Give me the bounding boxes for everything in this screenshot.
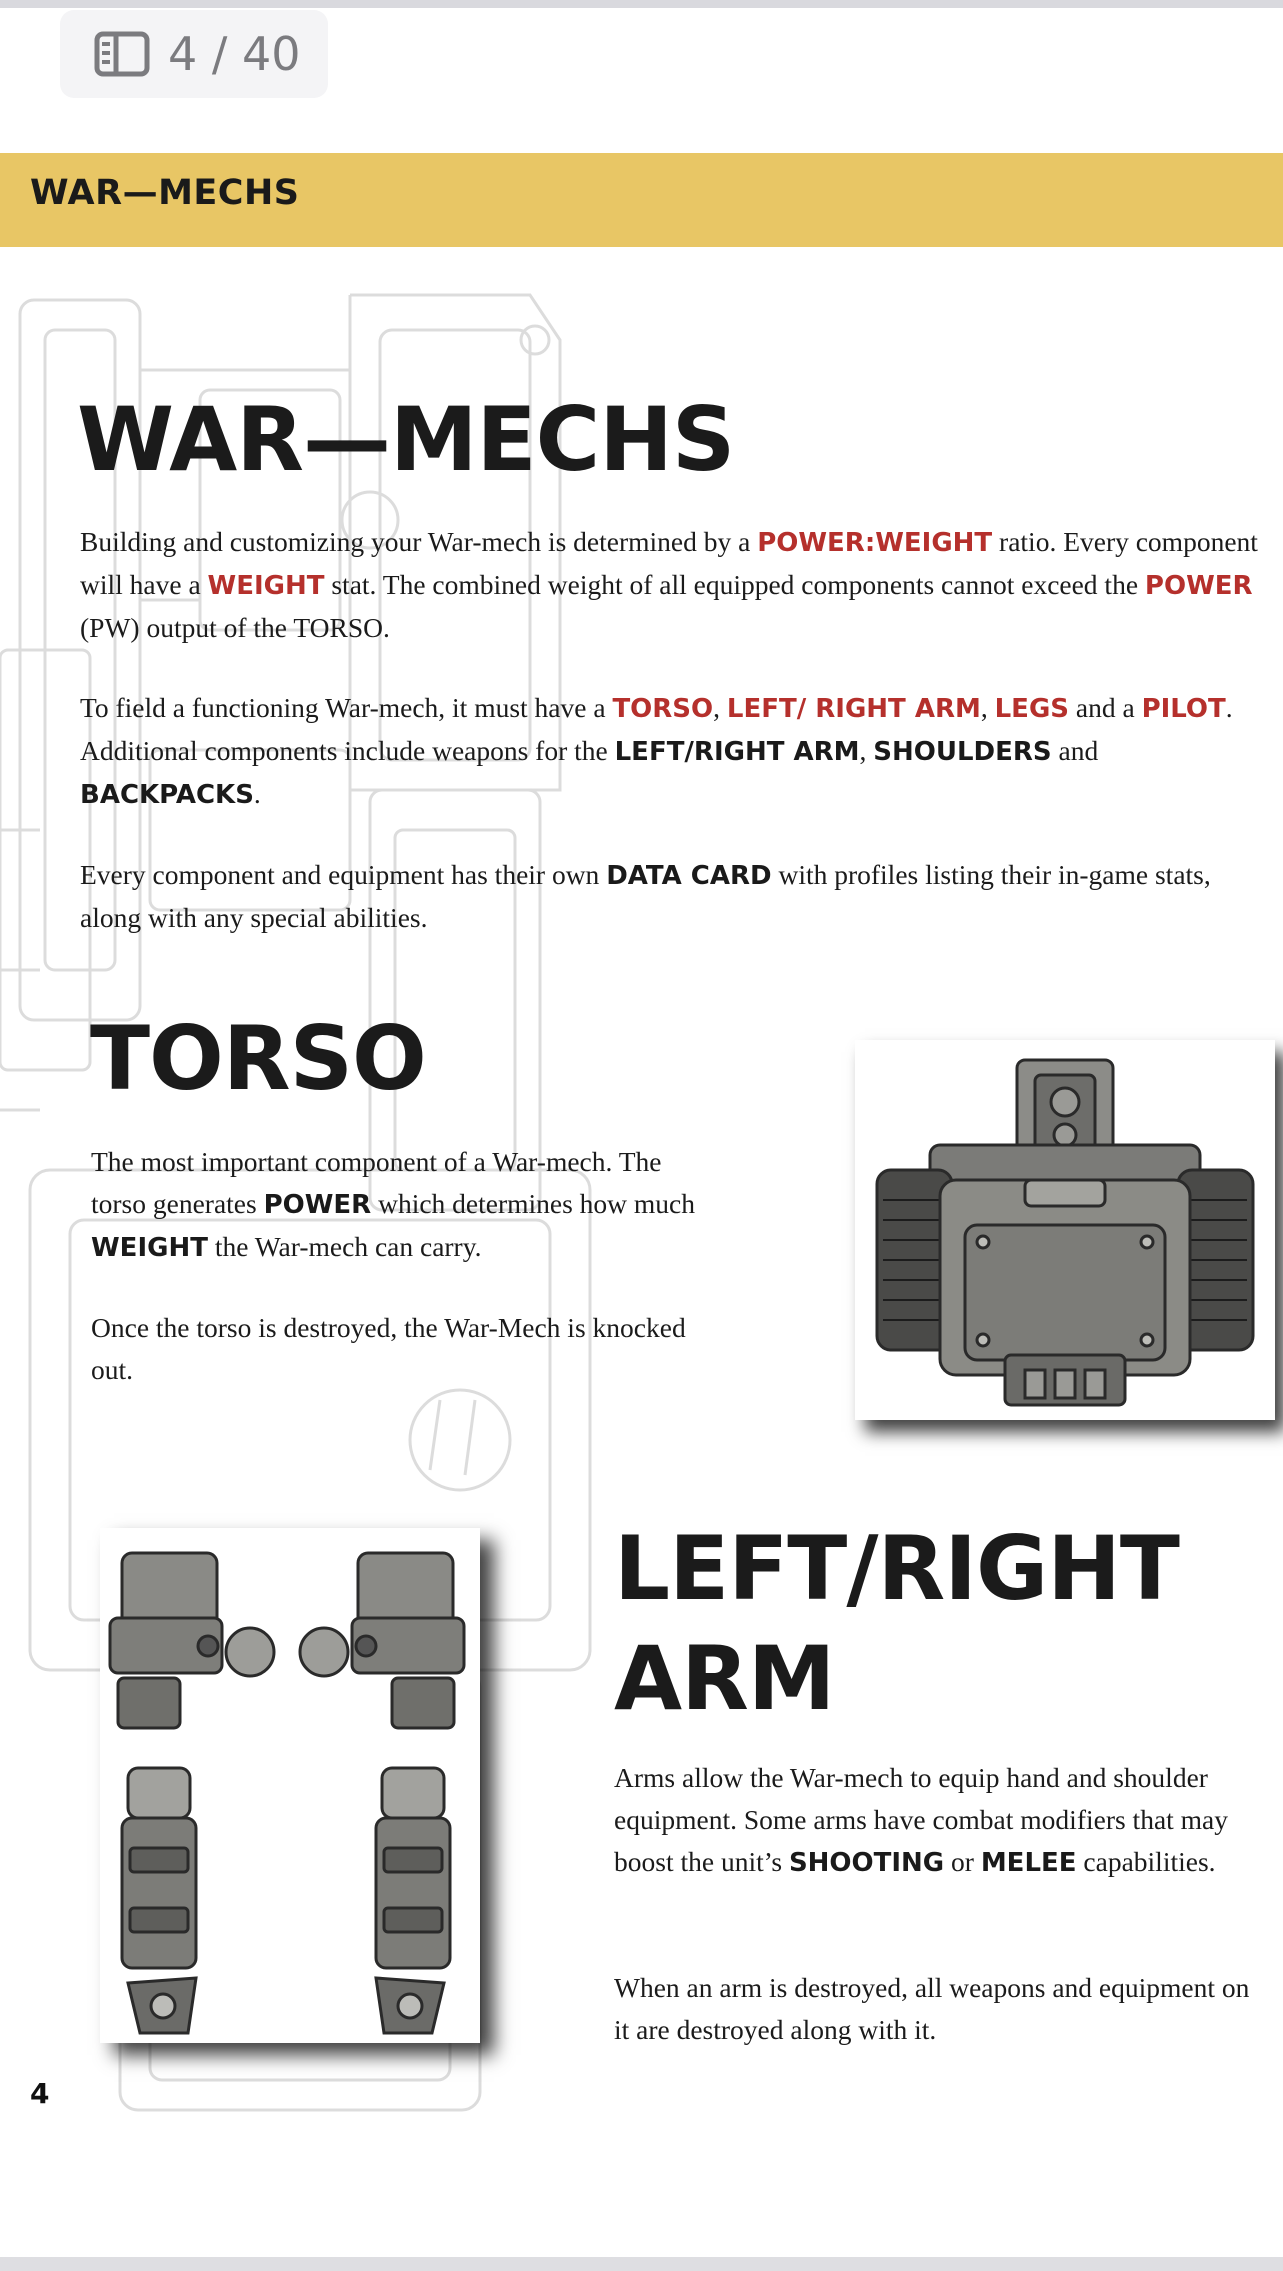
top-rule [0, 0, 1283, 8]
torso-illustration [855, 1040, 1275, 1420]
keyword-weight: WEIGHT [207, 571, 325, 601]
torso-section-title: TORSO [90, 1007, 426, 1110]
keyword-left-right-arm-weapons: LEFT/RIGHT ARM [614, 737, 860, 767]
keyword-torso: TORSO [612, 694, 714, 724]
keyword-weight: WEIGHT [91, 1233, 208, 1263]
sidebar-panel-icon[interactable] [94, 31, 150, 77]
intro-paragraph-1: Building and customizing your War-mech is determined by a POWER:WEIGHT ratio. Every component will have a WEIGHT stat. The combined weight of all equipped components cannot exceed the POWER (PW) output of the TORSO. [80, 526, 1258, 643]
keyword-power-weight: POWER:WEIGHT [757, 528, 993, 558]
arm-paragraph-1: Arms allow the War-mech to equip hand and shoulder equipment. Some arms have combat modifiers that may boost the unit’s SHOOTING or MELEE capabilities. [614, 1762, 1229, 1878]
keyword-power: POWER [263, 1190, 372, 1220]
intro-paragraph-3: Every component and equipment has their own DATA CARD with profiles listing their in-game stats, along with any special abilities. [80, 859, 1211, 933]
bottom-rule [0, 2257, 1283, 2271]
torso-paragraph-2: Once the torso is destroyed, the War-Mech is knocked out. [91, 1312, 686, 1385]
keyword-pilot: PILOT [1141, 694, 1226, 724]
section-header-bar [0, 153, 1283, 247]
keyword-data-card: DATA CARD [606, 861, 772, 891]
left-arm-drawing [110, 1553, 274, 2033]
arms-illustration [100, 1528, 480, 2043]
page-number: 4 [30, 2077, 50, 2110]
keyword-power: POWER [1144, 571, 1253, 601]
keyword-legs: LEGS [994, 694, 1070, 724]
torso-paragraph-1: The most important component of a War-mech. The torso generates POWER which determines how much WEIGHT the War-mech can carry. [91, 1146, 696, 1263]
arm-paragraph-2: When an arm is destroyed, all weapons and equipment on it are destroyed along with it. [614, 1972, 1250, 2045]
keyword-left-right-arm: LEFT/ RIGHT ARM [726, 694, 981, 724]
keyword-shooting: SHOOTING [788, 1848, 945, 1878]
keyword-melee: MELEE [980, 1848, 1077, 1878]
right-arm-drawing [300, 1553, 464, 2033]
page-title: WAR—MECHS [77, 388, 735, 491]
keyword-backpacks: BACKPACKS [80, 780, 254, 810]
section-header-title: WAR—MECHS [30, 173, 300, 213]
arm-section-title: LEFT/RIGHT ARM [614, 1517, 1179, 1730]
page-indicator[interactable] [60, 10, 328, 98]
intro-paragraph-2: To field a functioning War-mech, it must have a TORSO, LEFT/ RIGHT ARM, LEGS and a PILOT. Additional components include weapons for the LEFT/RIGHT ARM, SHOULDERS and BACKPACKS. [80, 692, 1233, 810]
page-indicator-label: 4 / 40 [168, 27, 301, 81]
keyword-shoulders: SHOULDERS [873, 737, 1052, 767]
